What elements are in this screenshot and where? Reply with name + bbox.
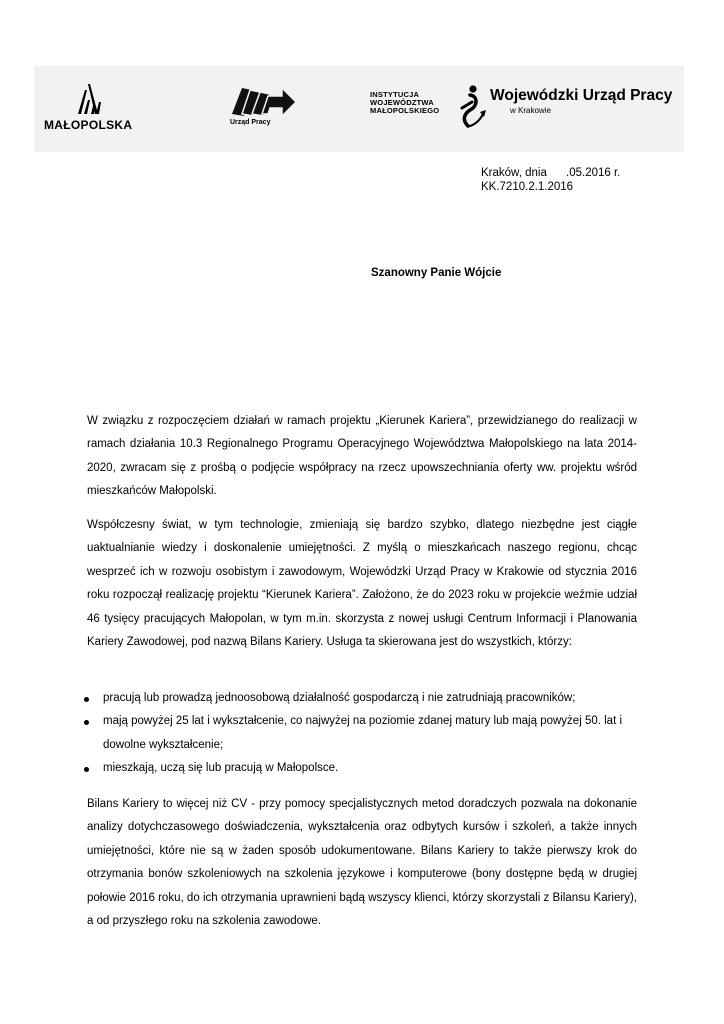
eligibility-list: [82, 687, 642, 781]
salutation: Szanowny Panie Wójcie: [371, 267, 502, 279]
list-item: mają powyżej 25 lat i wykształcenie, co najwyżej na poziomie zdanej matury lub mają powyżej 50. lat i dowolne wykształcenie;: [82, 710, 642, 757]
paragraph-intro: W związku z rozpoczęciem działań w ramach projektu „Kierunek Kariera”, przewidzianego do realizacji w ramach działania 10.3 Regionalnego Programu Operacyjnego Województwa Małopolskiego na lata 2014-2020, zwracam się z prośbą o podjęcie współpracy na rzecz upowszechniania oferty ww. projektu wśród mieszkańców Małopolski.: [87, 415, 637, 498]
urzad-pracy-label: Urząd Pracy: [230, 119, 271, 126]
letter-meta: [481, 166, 620, 194]
wup-figure-icon: [456, 84, 488, 130]
urzad-pracy-logo: [226, 84, 306, 132]
urzad-pracy-cards-icon: [226, 84, 298, 118]
list-item: mieszkają, uczą się lub pracują w Małopolsce.: [82, 757, 642, 780]
institution-label: [370, 91, 439, 115]
wup-name: Wojewódzki Urząd Pracy: [490, 87, 673, 104]
paragraph-bilans: Bilans Kariery to więcej niż CV - przy pomocy specjalistycznych metod doradczych pozwala na dokonanie analizy dotychczasowego doświadczenia, wykształcenia oraz odbytych kursów i szkoleń, a także innych umiejętności, które nie są w żaden sposób udokumentowane. Bilans Kariery to także pierwszy krok do otrzymania bonów szkoleniowych na szkolenia językowe i komputerowe (bony dostępne będą w drugiej połowie 2016 roku, do ich otrzymania uprawnieni bądą wszyscy klienci, którzy skorzystali z Bilansu Kariery), a od przyszłego roku na szkolenia zawodowe.: [87, 798, 637, 928]
malopolska-emblem-icon: [76, 84, 104, 114]
list-item: pracują lub prowadzą jednoosobową działalność gospodarczą i nie zatrudniają pracowników;: [82, 687, 642, 710]
wup-city: w Krakowie: [510, 106, 551, 115]
malopolska-label: MAŁOPOLSKA: [44, 118, 133, 132]
malopolska-logo: [44, 84, 140, 134]
institution-line: MAŁOPOLSKIEGO: [370, 106, 440, 115]
institution-line: INSTYTUCJA: [370, 90, 420, 99]
wup-logo: [370, 84, 673, 132]
date-line: Kraków, dnia .05.2016 r.: [481, 167, 621, 179]
reference-number: KK.7210.2.1.2016: [481, 181, 574, 193]
paragraph-context: Współczesny świat, w tym technologie, zmieniają się bardzo szybko, dlatego niezbędne jest ciągłe uaktualnianie wiedzy i doskonalenie umiejętności. Z myślą o mieszkańcach naszego regionu, chcąc wesprzeć ich w rozwoju osobistym i zawodowym, Wojewódzki Urząd Pracy w Krakowie od stycznia 2016 roku rozpoczął realizację projektu “Kierunek Kariera”. Założono, że do 2023 roku w projekcie weźmie udział 46 tysięcy pracujących Małopolan, w tym m.in. skorzysta z nowej usługi Centrum Informacji i Planowania Kariery Zawodowej, pod nazwą Bilans Kariery. Usługa ta skierowana jest do wszystkich, którzy:: [87, 519, 637, 649]
institution-line: WOJEWÓDZTWA: [370, 98, 434, 107]
